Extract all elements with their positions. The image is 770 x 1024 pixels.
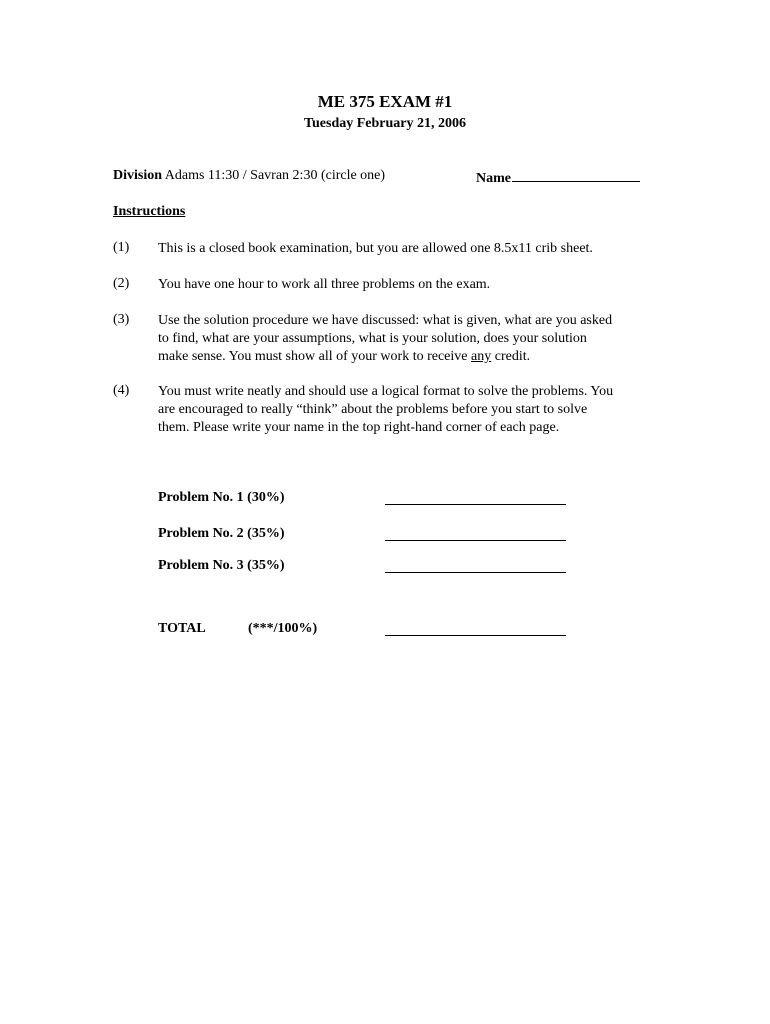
exam-title: ME 375 EXAM #1 (317, 92, 453, 111)
item-1-text (158, 240, 593, 258)
item-1-number: (1) (113, 240, 130, 255)
total-percent: (***/100%) (248, 621, 318, 636)
item-4-line-1: You must write neatly and should use a logical format to solve the problems. You (158, 384, 614, 399)
item-4-line-2: are encouraged to really “think” about the problems before you start to solve (158, 402, 588, 417)
problem-1-label: Problem No. 1 (30%) (158, 490, 285, 505)
total-score-blank (385, 635, 566, 636)
item-4-text (158, 383, 613, 437)
total-label: TOTAL (158, 621, 206, 636)
division-label: Division (113, 168, 163, 183)
problem-2-score-blank (385, 540, 566, 541)
emphasis-any: any (471, 349, 492, 364)
item-2-line-1: You have one hour to work all three problems on the exam. (158, 277, 491, 292)
exam-date: Tuesday February 21, 2006 (303, 116, 467, 131)
item-3-line-3 (158, 348, 612, 366)
item-4-number: (4) (113, 383, 130, 398)
item-4-line-3: them. Please write your name in the top right-hand corner of each page. (158, 420, 560, 435)
item-3-line-1: Use the solution procedure we have discussed: what is given, what are you asked (158, 313, 613, 328)
item-3-line-2: to find, what are your assumptions, what is your solution, does your solution (158, 331, 587, 346)
item-3-text (158, 312, 612, 366)
item-2-text (158, 276, 490, 294)
problem-3-label: Problem No. 3 (35%) (158, 558, 285, 573)
problem-2-label: Problem No. 2 (35%) (158, 526, 285, 541)
item-1-line-1: This is a closed book examination, but you are allowed one 8.5x11 crib sheet. (158, 241, 593, 256)
item-2-number: (2) (113, 276, 130, 291)
item-3-number: (3) (113, 312, 130, 327)
name-blank (512, 168, 640, 182)
name-label: Name (476, 171, 511, 186)
problem-3-score-blank (385, 572, 566, 573)
name-field (476, 168, 640, 187)
problem-1-score-blank (385, 504, 566, 505)
division-line (113, 168, 385, 184)
instructions-heading: Instructions (113, 204, 186, 219)
item-3-line-3-start: make sense. You must show all of your work to receive (158, 349, 472, 364)
division-options: Adams 11:30 / Savran 2:30 (circle one) (164, 168, 386, 183)
item-3-line-3-end: credit. (491, 349, 531, 364)
